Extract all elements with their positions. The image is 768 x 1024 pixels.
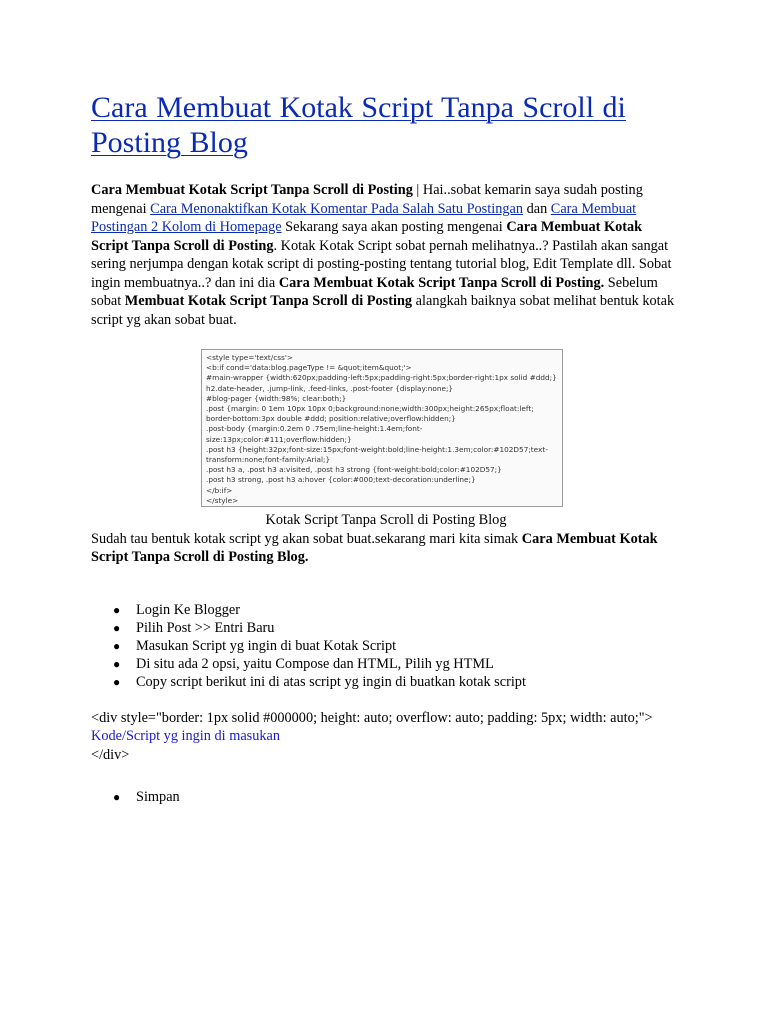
figure-line: h2.date-header, .jump-link, .feed-links, .post-footer {display:none;} — [206, 383, 454, 393]
step-text: Pilih Post >> Entri Baru — [136, 619, 275, 636]
intro-bold-2: Cara Membuat Kotak Script Tanpa Scroll di Posting — [91, 219, 643, 254]
step-text: Simpan — [136, 789, 180, 805]
page-title — [91, 90, 681, 160]
intro-text-4: . Kotak Kotak Script sobat pernah melihatnya..? Pastilah akan sangat sering nerjumpa dengan kotak script di posting-posting tentang tutorial blog, Edit Template dll. Sobat ingin membuatnya..? dan ini dia — [91, 237, 672, 291]
intro-text-2: dan — [523, 200, 551, 217]
after-bold: Cara Membuat Kotak Script Tanpa Scroll di Posting Blog. — [91, 530, 658, 565]
figure-line: #blog-pager {width:98%; clear:both;} — [206, 393, 347, 403]
figure-line: size:13px;color:#111;overflow:hidden;} — [206, 434, 352, 444]
document-page — [91, 90, 681, 806]
step-text: Copy script berikut ini di atas script yg ingin di buatkan kotak script — [136, 673, 526, 690]
figure-line: .post h3 {height:32px;font-size:15px;font-weight:bold;line-height:1.3em;color:#102D57;text- — [206, 444, 548, 454]
code-snippet — [91, 709, 681, 765]
figure-line: transform:none;font-family:Arial;} — [206, 455, 331, 465]
after-text: Sudah tau bentuk kotak script yg akan sobat buat.sekarang mari kita simak — [91, 530, 522, 547]
list-item — [91, 619, 681, 637]
figure-line: </style> — [206, 495, 239, 505]
intro-bold-lead: Cara Membuat Kotak Script Tanpa Scroll di Posting — [91, 182, 413, 198]
bullet-icon: ● — [113, 674, 121, 689]
figure-line: <style type='text/css'> — [206, 353, 293, 362]
bullet-icon: ● — [113, 620, 121, 635]
code-close-tag: </div> — [91, 746, 130, 763]
intro-text-6: alangkah baiknya sobat melihat bentuk kotak script yg akan sobat buat. — [91, 293, 675, 328]
bullet-icon: ● — [113, 656, 121, 671]
list-item — [91, 655, 681, 673]
bullet-icon: ● — [113, 638, 121, 653]
list-item — [91, 601, 681, 619]
steps-list — [91, 601, 681, 691]
after-paragraph — [91, 530, 681, 567]
figure-line: .post h3 a, .post h3 a:visited, .post h3 strong {font-weight:bold;color:#102D57;} — [206, 465, 502, 475]
figure-line: border-bottom:3px double #ddd; position:relative;overflow:hidden;} — [206, 414, 456, 424]
intro-paragraph — [91, 181, 681, 329]
intro-bold-3: Cara Membuat Kotak Script Tanpa Scroll di Posting. — [278, 274, 605, 291]
link-nonaktif-komentar[interactable]: Cara Menonaktifkan Kotak Komentar Pada Salah Satu Postingan — [150, 200, 523, 217]
figure-line: .post-body {margin:0.2em 0 .75em;line-height:1.4em;font- — [206, 424, 423, 434]
figure-line: </b:if> — [206, 485, 233, 495]
step-text: Di situ ada 2 opsi, yaitu Compose dan HTML, Pilih yg HTML — [136, 655, 494, 672]
final-list — [91, 788, 681, 806]
intro-sep: | — [412, 182, 423, 198]
figure-line: <b:if cond='data:blog.pageType != &quot;item&quot;'> — [206, 363, 412, 373]
code-open-tag: <div style="border: 1px solid #000000; height: auto; overflow: auto; padding: 5px; width: auto;"> — [91, 709, 653, 726]
figure-caption: Kotak Script Tanpa Scroll di Posting Blog — [265, 512, 507, 528]
figure-line: .post {margin: 0 1em 10px 10px 0;background:none;width:300px;height:265px;float:left; — [206, 404, 534, 414]
figure-line: .post h3 strong, .post h3 a:hover {color:#000;text-decoration:underline;} — [206, 475, 476, 485]
intro-text-5: Sebelum sobat — [91, 274, 658, 309]
code-placeholder: Kode/Script yg ingin di masukan — [91, 728, 281, 744]
intro-text-3: Sekarang saya akan posting mengenai — [281, 219, 507, 235]
bullet-icon: ● — [113, 790, 121, 804]
bullet-icon: ● — [113, 602, 121, 617]
intro-bold-4: Membuat Kotak Script Tanpa Scroll di Posting — [124, 293, 413, 309]
step-text: Masukan Script yg ingin di buat Kotak Script — [136, 637, 397, 654]
list-item — [91, 673, 681, 691]
link-postingan-2-kolom[interactable]: Cara Membuat Postingan 2 Kolom di Homepage — [91, 200, 637, 235]
script-box-screenshot — [201, 349, 563, 507]
figure-line: #main-wrapper {width:620px;padding-left:5px;padding-right:5px;border-right:1px solid #ddd;} — [206, 373, 557, 383]
title-link[interactable]: Cara Membuat Kotak Script Tanpa Scroll di Posting Blog — [91, 91, 626, 159]
list-item — [91, 637, 681, 655]
list-item — [91, 788, 681, 806]
step-text: Login Ke Blogger — [136, 601, 241, 618]
intro-text-1: Hai..sobat kemarin saya sudah posting mengenai — [91, 182, 643, 217]
